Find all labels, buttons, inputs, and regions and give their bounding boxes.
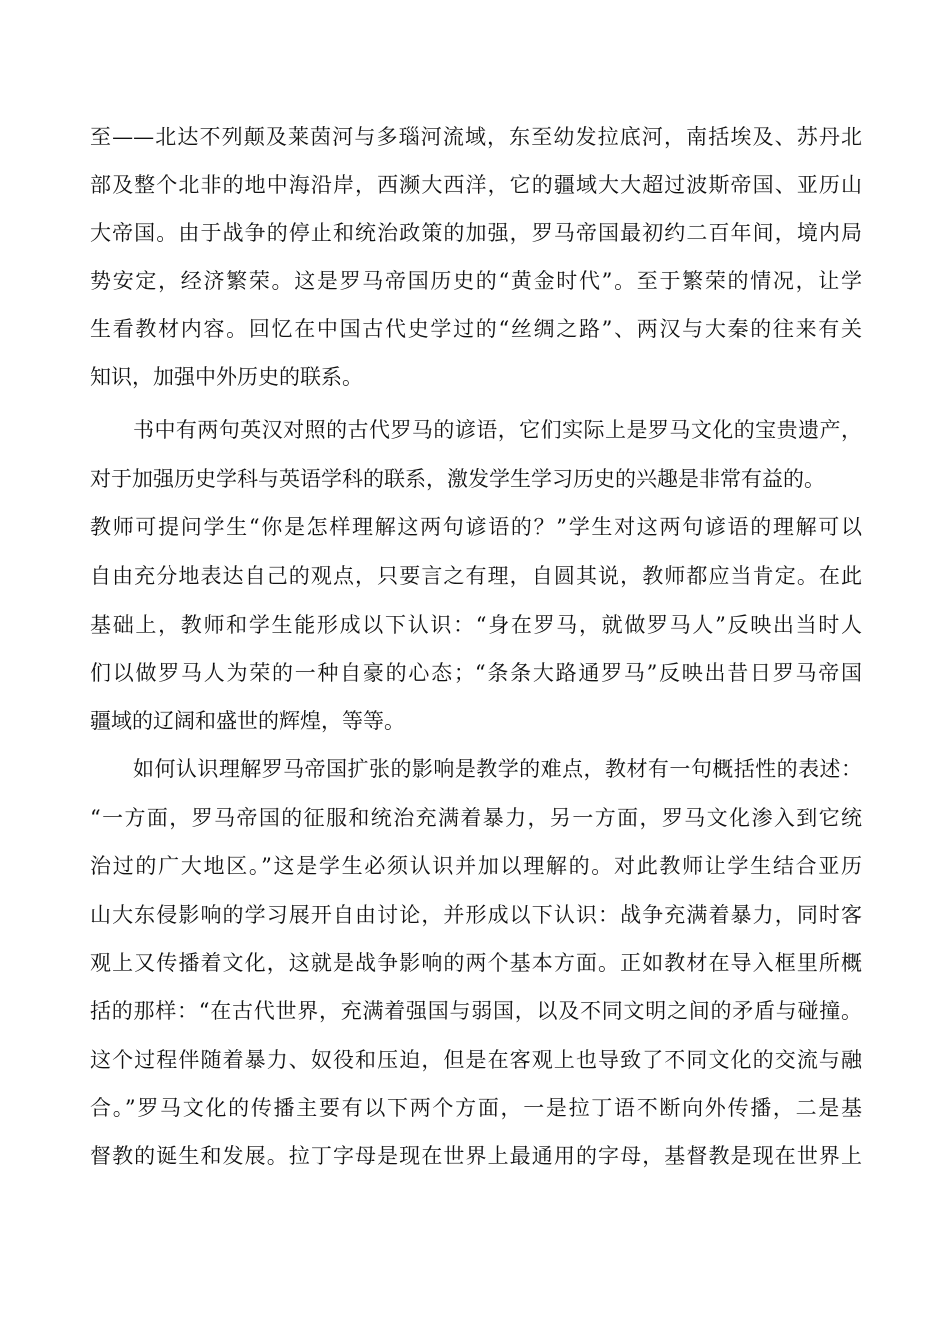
- text-line: 治过的广大地区。”这是学生必须认识并加以理解的。对此教师让学生结合亚历: [90, 854, 862, 878]
- text-line: 基础上，教师和学生能形成以下认识：“身在罗马，就做罗马人”反映出当时人: [90, 613, 862, 637]
- text-line: 合。”罗马文化的传播主要有以下两个方面，一是拉丁语不断向外传播，二是基: [90, 1096, 862, 1120]
- text-line: 大帝国。由于战争的停止和统治政策的加强，罗马帝国最初约二百年间，境内局: [90, 221, 862, 245]
- text-line: 山大东侵影响的学习展开自由讨论，并形成以下认识：战争充满着暴力，同时客: [90, 903, 862, 927]
- text-line: 书中有两句英汉对照的古代罗马的谚语，它们实际上是罗马文化的宝贵遗产，: [133, 418, 862, 442]
- text-line: “一方面，罗马帝国的征服和统治充满着暴力，另一方面，罗马文化渗入到它统: [90, 806, 862, 830]
- text-line: 督教的诞生和发展。拉丁字母是现在世界上最通用的字母，基督教是现在世界上: [90, 1144, 862, 1168]
- text-line: 知识，加强中外历史的联系。: [90, 365, 363, 389]
- text-line: 们以做罗马人为荣的一种自豪的心态；“条条大路通罗马”反映出昔日罗马帝国: [90, 661, 862, 685]
- text-line: 自由充分地表达自己的观点，只要言之有理，自圆其说，教师都应当肯定。在此: [90, 564, 862, 588]
- text-line: 势安定，经济繁荣。这是罗马帝国历史的“黄金时代”。至于繁荣的情况，让学: [90, 269, 862, 293]
- text-line: 生看教材内容。回忆在中国古代史学过的“丝绸之路”、两汉与大秦的往来有关: [90, 317, 862, 341]
- text-line: 对于加强历史学科与英语学科的联系，激发学生学习历史的兴趣是非常有益的。: [90, 467, 825, 491]
- text-line: 部及整个北非的地中海沿岸，西濒大西洋，它的疆域大大超过波斯帝国、亚历山: [90, 173, 862, 197]
- text-line: 至——北达不列颠及莱茵河与多瑙河流域，东至幼发拉底河，南括埃及、苏丹北: [90, 125, 862, 149]
- text-line: 括的那样：“在古代世界，充满着强国与弱国，以及不同文明之间的矛盾与碰撞。: [90, 999, 862, 1023]
- text-line: 观上又传播着文化，这就是战争影响的两个基本方面。正如教材在导入框里所概: [90, 951, 862, 975]
- text-line: 疆域的辽阔和盛世的辉煌，等等。: [90, 709, 405, 733]
- text-line: 教师可提问学生“你是怎样理解这两句谚语的？”学生对这两句谚语的理解可以: [90, 515, 862, 539]
- text-line: 如何认识理解罗马帝国扩张的影响是教学的难点，教材有一句概括性的表述：: [133, 757, 862, 781]
- text-line: 这个过程伴随着暴力、奴役和压迫，但是在客观上也导致了不同文化的交流与融: [90, 1048, 862, 1072]
